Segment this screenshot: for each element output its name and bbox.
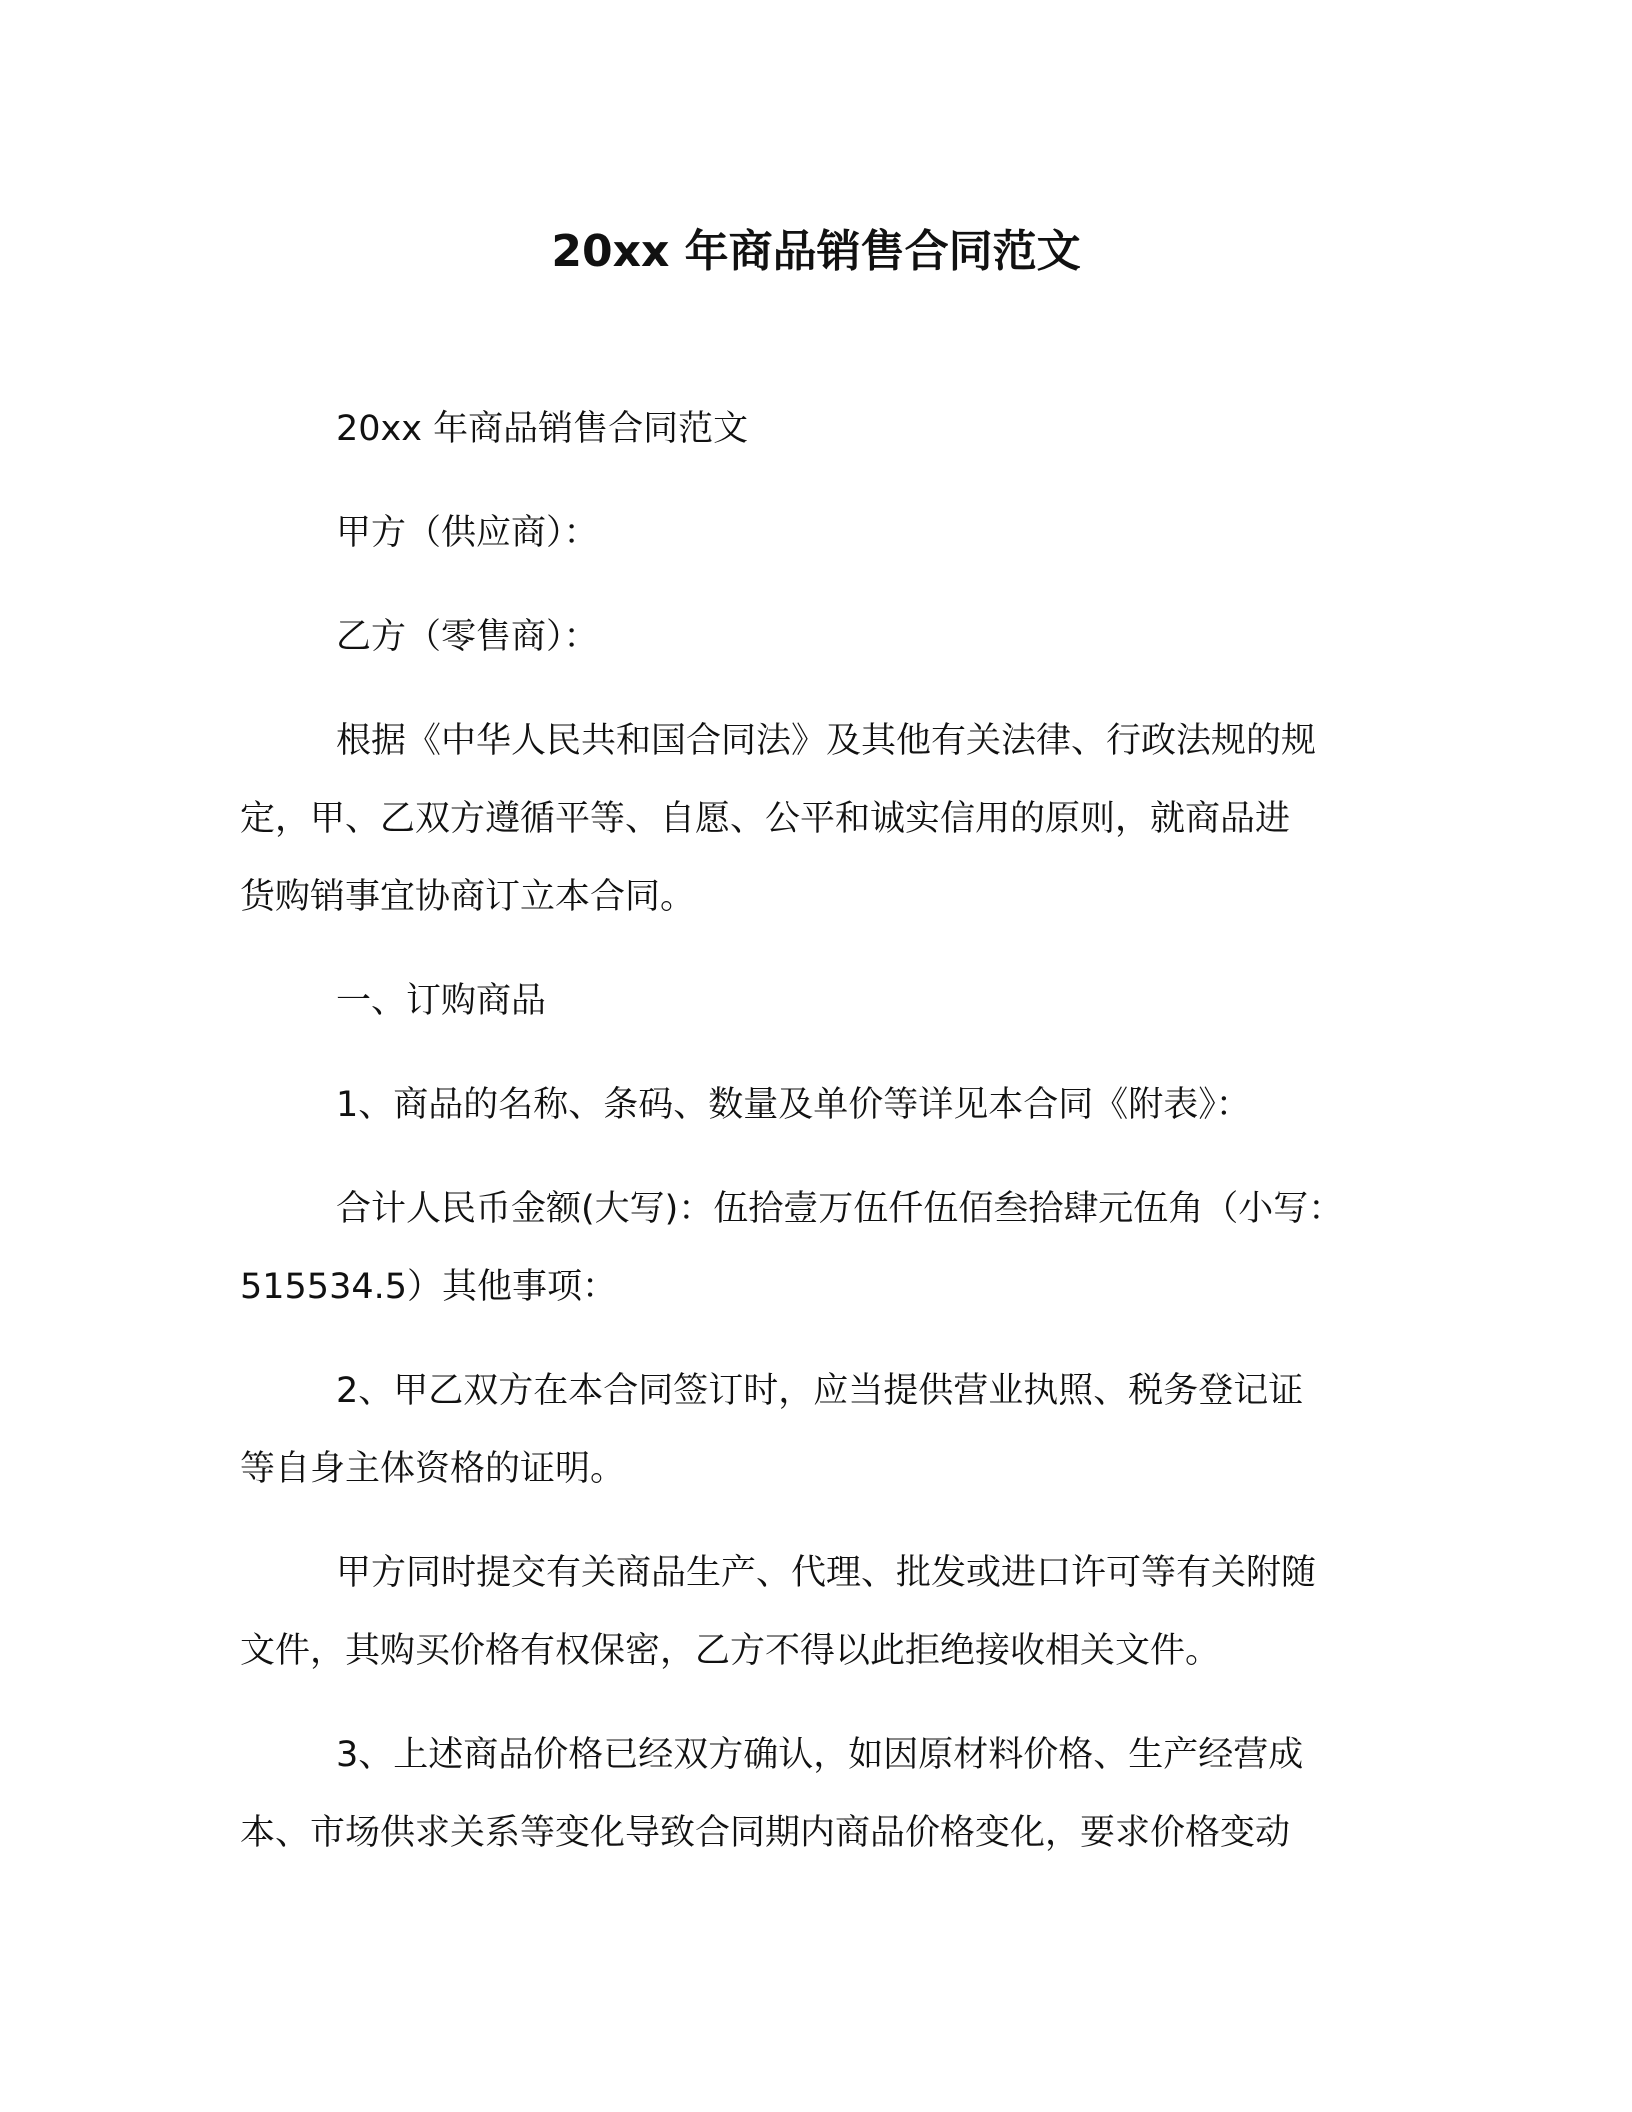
text-line: 根据《中华人民共和国合同法》及其他有关法律、行政法规的规 <box>336 721 1317 761</box>
clause-2 <box>240 1352 1390 1508</box>
paragraph-party-a <box>240 494 1390 572</box>
text-line: 乙方（零售商）： <box>336 617 599 657</box>
clause-3 <box>240 1716 1390 1872</box>
text-line: 一、订购商品 <box>336 981 547 1021</box>
text-line: 20xx 年商品销售合同范文 <box>336 409 749 449</box>
text-line: 等自身主体资格的证明。 <box>240 1449 626 1489</box>
text-line: 合计人民币金额(大写)：伍拾壹万伍仟伍佰叁拾肆元伍角（小写： <box>336 1189 1344 1229</box>
text-line: 3、上述商品价格已经双方确认，如因原材料价格、生产经营成 <box>336 1735 1304 1775</box>
text-line: 515534.5）其他事项： <box>240 1267 618 1307</box>
paragraph-preamble <box>240 702 1390 936</box>
text-line: 文件，其购买价格有权保密，乙方不得以此拒绝接收相关文件。 <box>240 1631 1221 1671</box>
paragraph-supplier-documents <box>240 1534 1390 1690</box>
text-line: 定，甲、乙双方遵循平等、自愿、公平和诚实信用的原则，就商品进 <box>240 799 1291 839</box>
paragraph-party-b <box>240 598 1390 676</box>
paragraph-total-amount <box>240 1170 1390 1326</box>
paragraph-subtitle <box>240 390 1390 468</box>
text-line: 1、商品的名称、条码、数量及单价等详见本合同《附表》： <box>336 1085 1251 1125</box>
text-line: 2、甲乙双方在本合同签订时，应当提供营业执照、税务登记证 <box>336 1371 1304 1411</box>
document-body <box>240 390 1390 1898</box>
section-heading <box>240 962 1390 1040</box>
text-line: 甲方（供应商）： <box>336 513 599 553</box>
clause-1 <box>240 1066 1390 1144</box>
document-title: 20xx 年商品销售合同范文 <box>551 226 1081 277</box>
text-line: 本、市场供求关系等变化导致合同期内商品价格变化，要求价格变动 <box>240 1813 1291 1853</box>
text-line: 货购销事宜协商订立本合同。 <box>240 877 696 917</box>
text-line: 甲方同时提交有关商品生产、代理、批发或进口许可等有关附随 <box>336 1553 1317 1593</box>
